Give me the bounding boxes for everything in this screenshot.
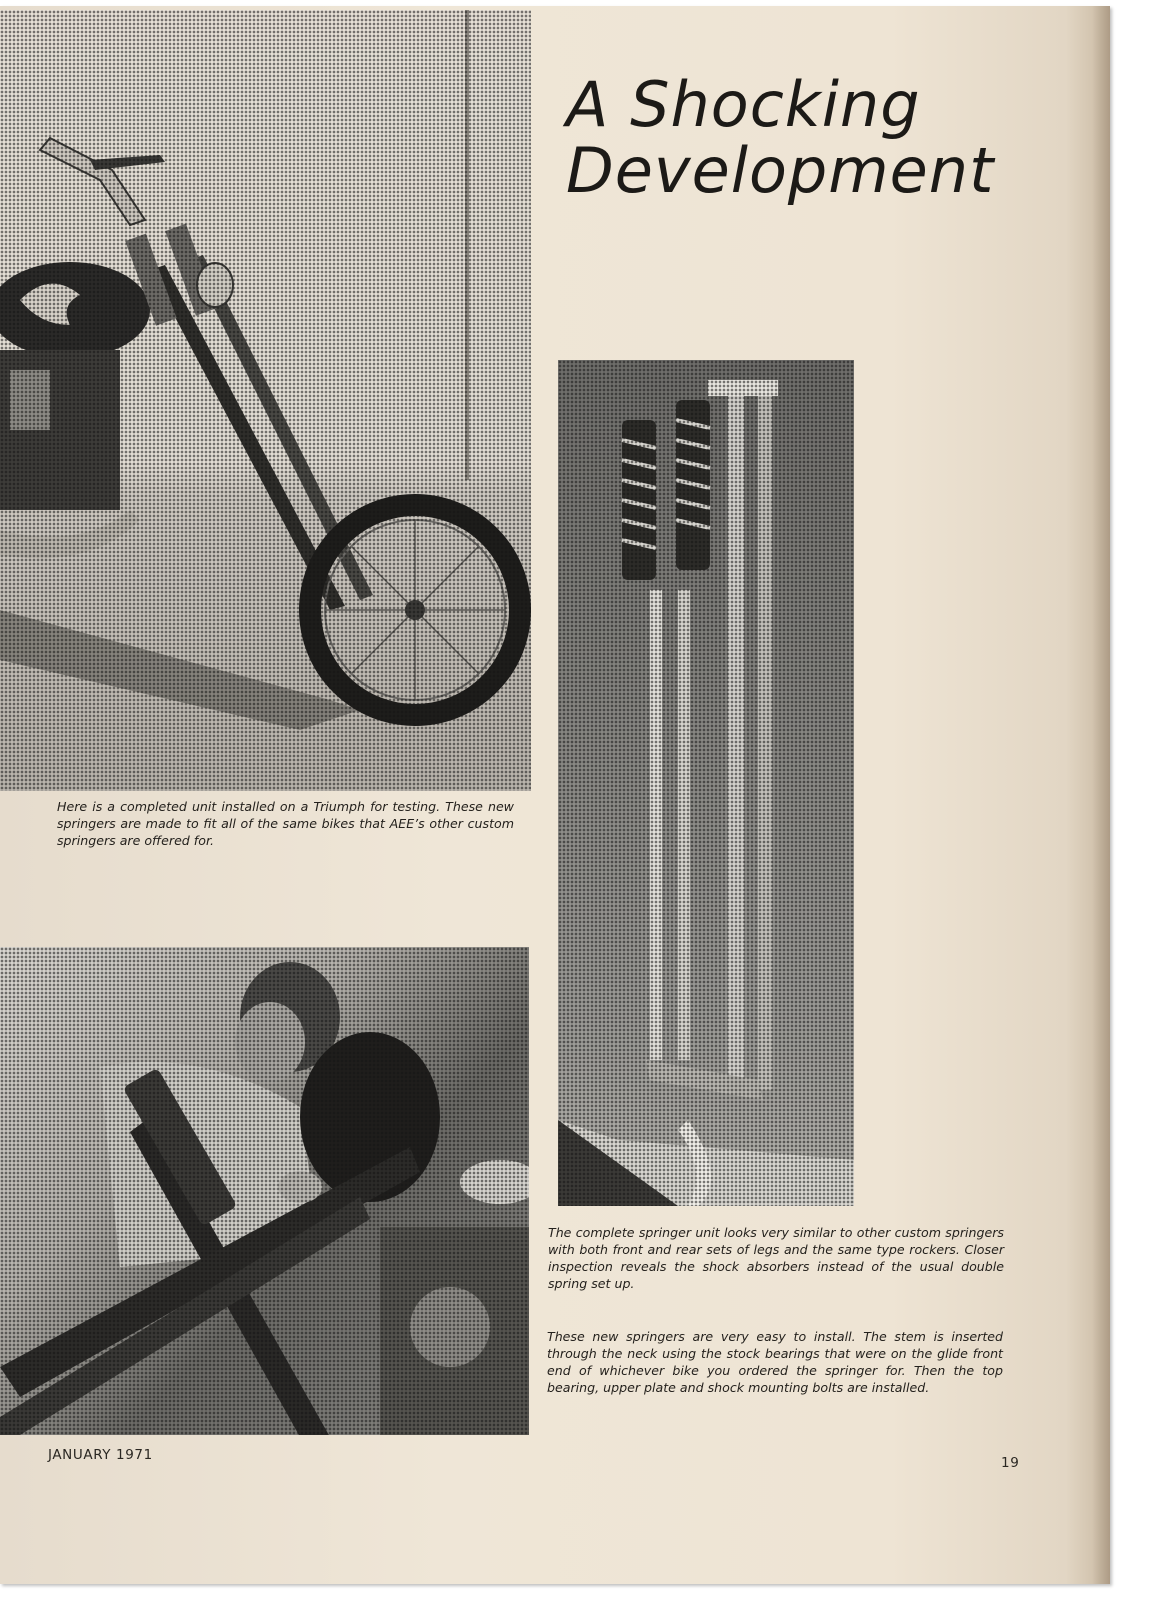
caption-bike-photo: Here is a completed unit installed on a Triumph for testing. These new springers are made to fit all of the same bikes that AEE’s other custom springers are offered for.: [57, 799, 514, 848]
caption-installation: These new springers are very easy to install. The stem is inserted through the neck using the stock bearings that were on the glide front end of whichever bike you ordered the springer for. Then the top bearing, upper plate and shock mounting bolts are installed.: [547, 1329, 1003, 1395]
title-line-1: A Shocking: [566, 68, 921, 141]
photo-springer-unit: [558, 360, 854, 1206]
photo-chopper-motorcycle: [0, 10, 531, 791]
page-number: 19: [1001, 1455, 1020, 1471]
photo-installation: [0, 947, 529, 1435]
title-line-2: Development: [566, 134, 995, 207]
halftone-overlay: [558, 360, 854, 1206]
caption-springer-photo: The complete springer unit looks very similar to other custom springers with both front and rear sets of legs and the same type rockers. Closer inspection reveals the shock absorbers instead of the usual double spring set up.: [548, 1225, 1004, 1291]
issue-date: JANUARY 1971: [48, 1447, 153, 1463]
halftone-overlay: [0, 947, 529, 1435]
halftone-overlay: [0, 10, 531, 791]
page-edge-shadow: [1092, 6, 1110, 1584]
article-title: [566, 68, 1086, 207]
